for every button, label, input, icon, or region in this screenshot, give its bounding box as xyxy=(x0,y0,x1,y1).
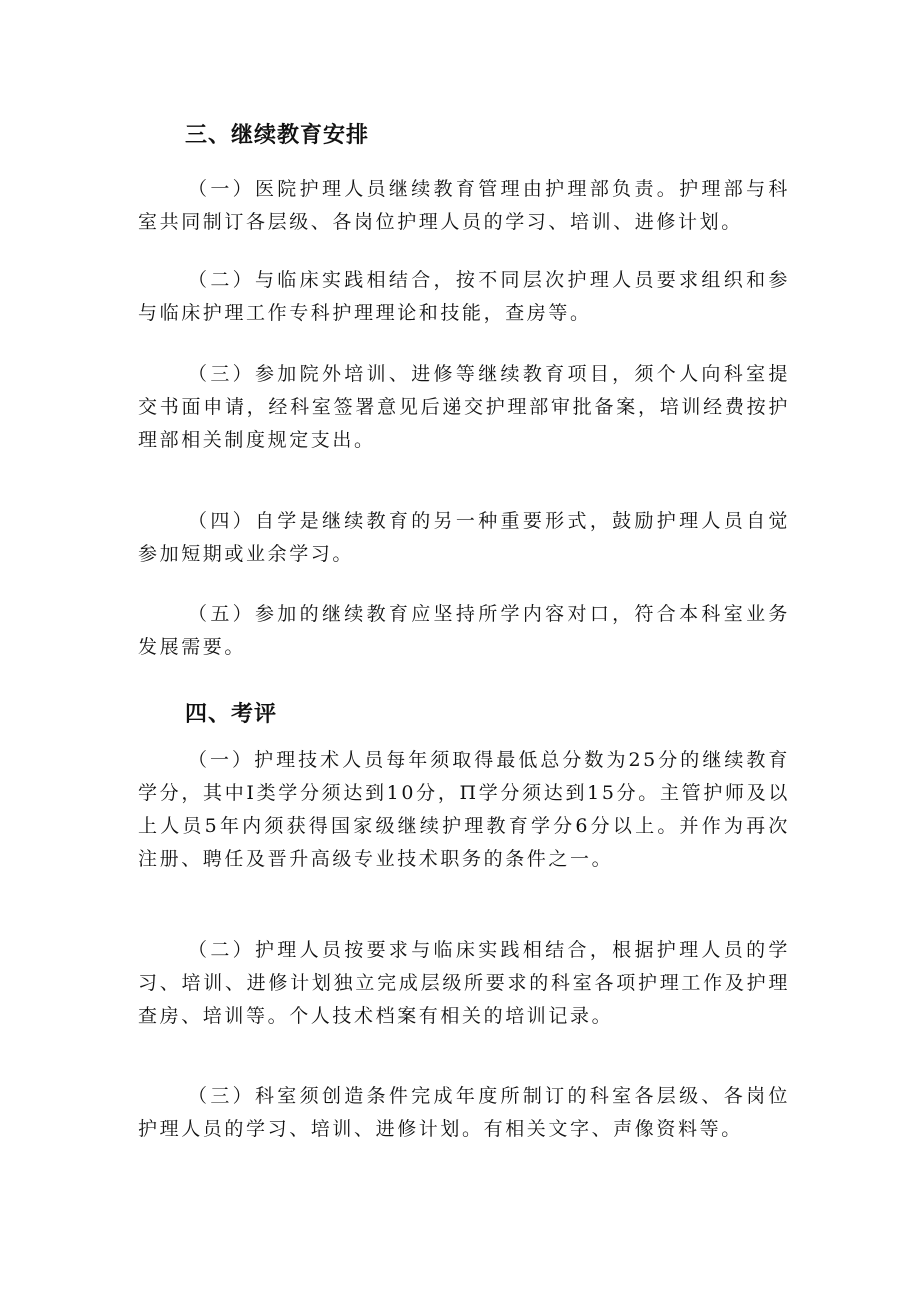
paragraph-relevance: （五）参加的继续教育应坚持所学内容对口，符合本科室业务发展需要。 xyxy=(138,603,790,658)
section-heading-evaluation: 四、考评 xyxy=(185,702,278,727)
paragraph-self-study: （四）自学是继续教育的另一种重要形式，鼓励护理人员自觉参加短期或业余学习。 xyxy=(138,510,790,565)
paragraph-clinical-practice: （二）与临床实践相结合，按不同层次护理人员要求组织和参与临床护理工作专科护理理论和技能，查房等。 xyxy=(138,269,790,324)
paragraph-department-plan: （三）科室须创造条件完成年度所制订的科室各层级、各岗位护理人员的学习、培训、进修计划。有相关文字、声像资料等。 xyxy=(138,1085,790,1140)
paragraph-requirements: （二）护理人员按要求与临床实践相结合，根据护理人员的学习、培训、进修计划独立完成层级所要求的科室各项护理工作及护理查房、培训等。个人技术档案有相关的培训记录。 xyxy=(138,939,790,1027)
paragraph-credits: （一）护理技术人员每年须取得最低总分数为25分的继续教育学分，其中I类学分须达到10分，Π学分须达到15分。主管护师及以上人员5年内须获得国家级继续护理教育学分6分以上。并作为再次注册、聘任及晋升高级专业技术职务的条件之一。 xyxy=(138,749,790,870)
paragraph-management: （一）医院护理人员继续教育管理由护理部负责。护理部与科室共同制订各层级、各岗位护理人员的学习、培训、进修计划。 xyxy=(138,178,790,233)
section-heading-continuing-education: 三、继续教育安排 xyxy=(185,123,370,148)
paragraph-external-training: （三）参加院外培训、进修等继续教育项目，须个人向科室提交书面申请，经科室签署意见后递交护理部审批备案，培训经费按护理部相关制度规定支出。 xyxy=(138,363,790,451)
